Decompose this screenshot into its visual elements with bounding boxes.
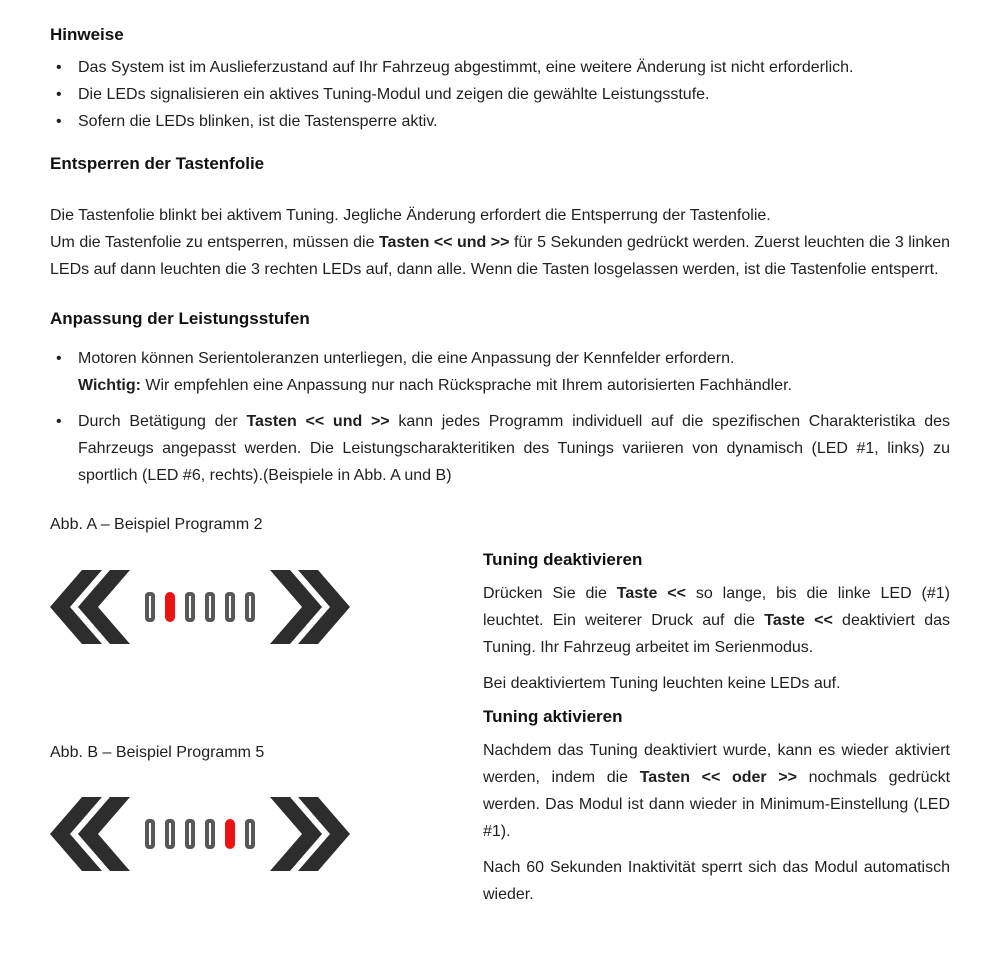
tuning-deaktivieren-paragraph: Bei deaktiviertem Tuning leuchten keine LEDs auf. (483, 675, 841, 692)
hinweise-bullet: • Sofern die LEDs blinken, ist die Tastensperre aktiv. (50, 108, 950, 135)
led-indicator (205, 592, 215, 622)
led-row (143, 592, 257, 622)
double-chevron-left-icon (50, 570, 130, 644)
led-indicator-active (225, 819, 235, 849)
section-entsperren (50, 153, 950, 283)
anpassung-title: Anpassung der Leistungsstufen (50, 309, 310, 328)
led-indicator (185, 819, 195, 849)
led-figure-a (50, 570, 483, 644)
led-indicator (245, 819, 255, 849)
instructions-column (483, 549, 950, 908)
tuning-deaktivieren-paragraph: Drücken Sie die Taste << so lange, bis die linke LED (#1) leuchtet. Ein weiterer Druck auf die Taste << deaktiviert das Tuning. Ihr Fahrzeug arbeitet im Serienmodus. (483, 585, 951, 656)
figure-a-caption: Abb. A – Beispiel Programm 2 (50, 516, 263, 533)
hinweise-title: Hinweise (50, 25, 124, 44)
section-anpassung (50, 308, 950, 489)
tuning-aktivieren-title: Tuning aktivieren (483, 707, 623, 726)
hinweise-bullet: • Das System ist im Auslieferzustand auf Ihr Fahrzeug abgestimmt, eine weitere Änderung ist nicht erforderlich. (50, 54, 950, 81)
led-row (143, 819, 257, 849)
led-indicator-active (165, 592, 175, 622)
led-indicator (205, 819, 215, 849)
hinweise-list (50, 54, 950, 135)
led-indicator (145, 592, 155, 622)
led-indicator (145, 819, 155, 849)
led-indicator (225, 592, 235, 622)
entsperren-paragraph: Die Tastenfolie blinkt bei aktivem Tuning. Jegliche Änderung erfordert die Entsperrung der Tastenfolie. Um die Tastenfolie zu entsperren, müssen die Tasten << und >> für 5 Sekunden gedrückt werden. Zuerst leuchten die 3 linken LEDs auf dann leuchten die 3 rechten LEDs auf, dann alle. Wenn die Tasten losgelassen werden, ist die Tastenfolie entsperrt. (50, 207, 951, 278)
anpassung-bullet: • Durch Betätigung der Tasten << und >> kann jedes Programm individuell auf die spezifischen Charakteristika des Fahrzeugs angepasst werden. Die Leistungscharakteritiken des Tunings variieren von dynamisch (LED #1, links) zu sportlich (LED #6, rechts).(Beispiele in Abb. A und B) (50, 408, 950, 489)
figure-b-caption: Abb. B – Beispiel Programm 5 (50, 744, 265, 761)
section-hinweise (50, 24, 950, 135)
bottom-two-column-area (50, 514, 950, 908)
tuning-aktivieren-paragraph: Nach 60 Sekunden Inaktivität sperrt sich das Modul automatisch wieder. (483, 859, 950, 903)
tuning-deaktivieren-title: Tuning deaktivieren (483, 550, 643, 569)
led-figure-b (50, 797, 483, 871)
figures-column (50, 514, 483, 908)
anpassung-list (50, 345, 950, 489)
tuning-aktivieren-paragraph: Nachdem das Tuning deaktiviert wurde, kann es wieder aktiviert werden, indem die Tasten << oder >> nochmals gedrückt werden. Das Modul ist dann wieder in Minimum-Einstellung (LED #1). (483, 742, 951, 840)
led-indicator (165, 819, 175, 849)
hinweise-bullet: • Die LEDs signalisieren ein aktives Tuning-Modul und zeigen die gewählte Leistungsstufe. (50, 81, 950, 108)
led-indicator (245, 592, 255, 622)
double-chevron-right-icon (270, 570, 350, 644)
anpassung-bullet: • Motoren können Serientoleranzen unterliegen, die eine Anpassung der Kennfelder erfordern. Wichtig: Wir empfehlen eine Anpassung nur nach Rücksprache mit Ihrem autorisierten Fachhändler. (50, 345, 950, 399)
double-chevron-left-icon (50, 797, 130, 871)
entsperren-title: Entsperren der Tastenfolie (50, 154, 265, 173)
double-chevron-right-icon (270, 797, 350, 871)
led-indicator (185, 592, 195, 622)
